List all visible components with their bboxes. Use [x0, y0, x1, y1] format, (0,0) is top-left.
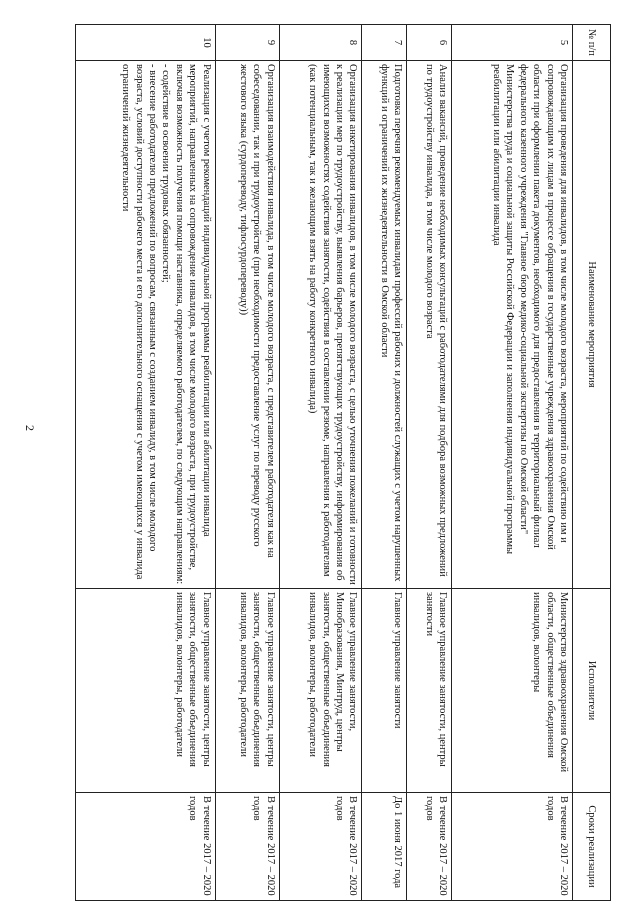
- row-executors: Главное управление занятости, центры занятости: [407, 589, 452, 793]
- row-terms: В течение 2017 – 2020 годов: [407, 793, 452, 901]
- table-row: [279, 25, 362, 901]
- header-executors: Исполнители: [573, 589, 611, 793]
- row-num: 8: [279, 25, 362, 61]
- table-header-row: [573, 25, 611, 901]
- row-executors: Министерство здравоохранения Омской области, общественные объединения инвалидов, волонтеры: [452, 589, 573, 793]
- row-executors: Главное управление занятости, центры занятости, общественные объединения инвалидов, волонтеры, работодатели: [76, 589, 216, 793]
- header-name: Наименование мероприятия: [573, 61, 611, 589]
- row-terms: В течение 2017 – 2020 годов: [279, 793, 362, 901]
- row-activity: Подготовка перечня рекомендуемых инвалидам профессий рабочих и должностей служащих с учетом нарушенных функций и ограничений их жизнедеятельности в Омской области: [362, 61, 407, 589]
- row-num: 10: [76, 25, 216, 61]
- row-activity: Организация проведения для инвалидов, в том числе молодого возраста, мероприятий по содействию им и сопровождающим их лицам в процессе обращения в государственные учреждения здравоохранения Омской области при оформлении пакета документов, необходимого для предоставления в территориальный филиал федерального казенного учреждения "Главное бюро медико-социальной экспертизы по Омской области" Министерства труда и социальной защиты Российской Федерации и заполнения индивидуальной программы реабилитации или абилитации инвалида: [452, 61, 573, 589]
- row-num: 6: [407, 25, 452, 61]
- activities-table: [75, 24, 611, 901]
- row-terms: До 1 июня 2017 года: [362, 793, 407, 901]
- row-terms: В течение 2017 – 2020 годов: [215, 793, 279, 901]
- row-executors: Главное управление занятости, Минобразования, Минтруд, центры занятости, общественные объединения инвалидов, волонтеры, работодатели: [279, 589, 362, 793]
- header-num: № п/п: [573, 25, 611, 61]
- row-executors: Главное управление занятости: [362, 589, 407, 793]
- row-terms: В течение 2017 – 2020 годов: [452, 793, 573, 901]
- table-row: [215, 25, 279, 901]
- row-activity: Анализ вакансий, проведение необходимых консультаций с работодателями для подбора возможных предложений по трудоустройству инвалида, в том числе молодого возраста: [407, 61, 452, 589]
- page-number: 2: [23, 425, 37, 431]
- row-activity: Организация взаимодействия инвалида, в том числе молодого возраста, с представителем работодателя как на собеседовании, так и при трудоустройстве (при необходимости предоставление услуг по переводу русского жестового языка (сурдопереводу, тифлосурдопереводу)): [215, 61, 279, 589]
- row-activity: Реализация с учетом рекомендаций индивидуальной программы реабилитации или абилитации инвалида мероприятий, направленных на сопровождение инвалидов, в том числе молодого возраста, при трудоустройстве, включая возможность получения помощи наставника, определяемого работодателем, по следующим направлениям: - содействие в освоении трудовых обязанностей; - внесение работодателю предложений по вопросам, связанным с созданием инвалиду, в том числе молодого возраста, условий доступности рабочего места и его дополнительного оснащения с учетом имеющихся у инвалида ограничений жизнедеятельности: [76, 61, 216, 589]
- table-row: [362, 25, 407, 901]
- row-executors: Главное управление занятости, центры занятости, общественные объединения инвалидов, волонтеры, работодатели: [215, 589, 279, 793]
- table-row: [407, 25, 452, 901]
- row-terms: В течение 2017 – 2020 годов: [76, 793, 216, 901]
- row-activity: Организация анкетирования инвалидов, в том числе молодого возраста, с целью уточнения пожеланий и готовности к реализации мер по трудоустройству, выявления барьеров, препятствующих трудоустройству, информирования об имеющихся возможностях содействия занятости, содействия в составлении резюме, направления к работодателям (как потенциальным, так и желающим взять на работу конкретного инвалида): [279, 61, 362, 589]
- table-row: [452, 25, 573, 901]
- header-terms: Сроки реализации: [573, 793, 611, 901]
- rotated-page: [75, 24, 611, 900]
- table-row: [76, 25, 216, 901]
- row-num: 9: [215, 25, 279, 61]
- row-num: 7: [362, 25, 407, 61]
- row-num: 5: [452, 25, 573, 61]
